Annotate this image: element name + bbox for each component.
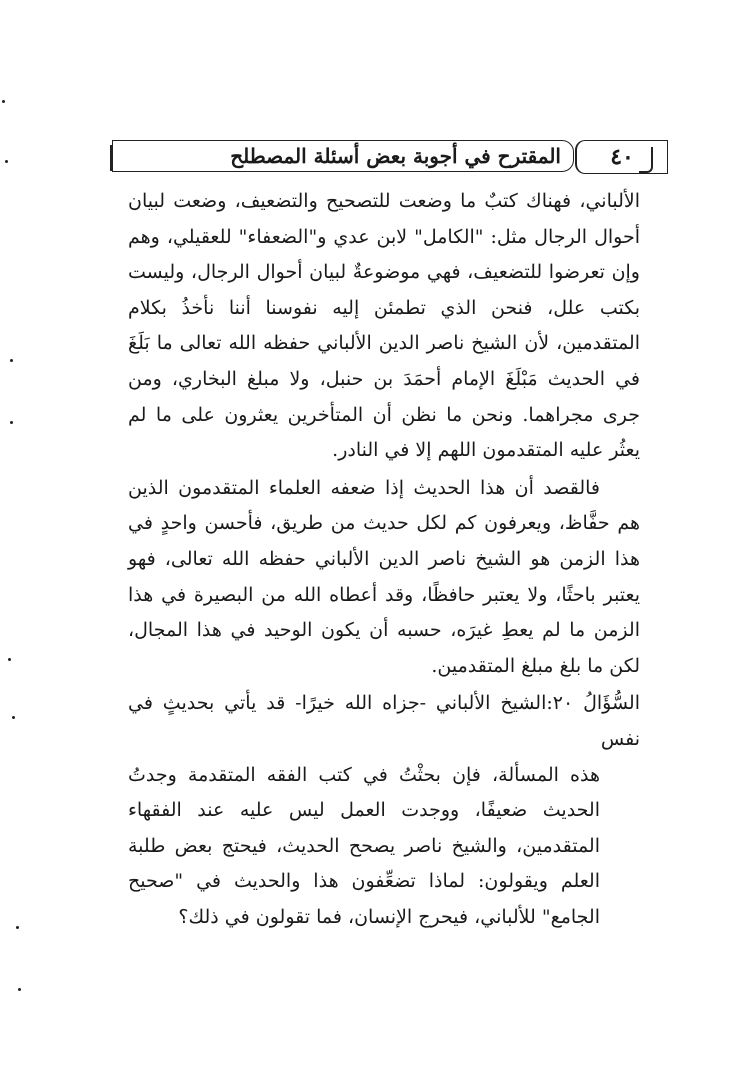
scan-speck [16, 926, 19, 929]
page-number-ornament [639, 147, 653, 173]
question-first-text: الشيخ الألباني -جزاه الله خيرًا- قد يأتي بحديثٍ في نفس [128, 692, 640, 750]
question-body: هذه المسألة، فإن بحثْتُ في كتب الفقه المتقدمة وجدتُ الحديث ضعيفًا، ووجدت العمل ليس عليه عند الفقهاء المتقدمين، والشيخ ناصر يصحح الحديث، فيحتج بعض طلبة العلم ويقولون: لماذا تضعِّفون هذا والحديث في "صحيح الجامع" للألباني، فيحرج الإنسان، فما تقولون في ذلك؟ [128, 763, 600, 928]
scan-speck [5, 160, 8, 163]
body-text [128, 184, 640, 935]
question-first-line [128, 686, 640, 757]
question-block [128, 686, 640, 935]
running-title: المقترح في أجوبة بعض أسئلة المصطلح [230, 144, 561, 168]
scan-speck [12, 716, 15, 719]
running-title-box [112, 140, 574, 172]
scan-speck [2, 100, 5, 103]
page-number: ٤٠ [610, 144, 634, 170]
page-number-box [575, 140, 668, 174]
page-header [108, 140, 668, 174]
scan-speck [10, 359, 13, 362]
scan-speck [18, 988, 21, 991]
paragraph: فالقصد أن هذا الحديث إذا ضعفه العلماء المتقدمون الذين هم حفَّاظ، ويعرفون كم لكل حديث من طريق، فأحسن واحدٍ في هذا الزمن هو الشيخ ناصر الدين الألباني حفظه الله تعالى، فهو يعتبر باحثًا، ولا يعتبر حافظًا، وقد أعطاه الله من البصيرة في هذا الزمن ما لم يعطِ غيرَه، حسبه أن يكون الوحيد في هذا المجال، لكن ما بلغ مبلغ المتقدمين. [128, 476, 640, 677]
question-label: السُّؤَالُ ٢٠: [546, 692, 640, 715]
scan-speck [8, 658, 11, 661]
scan-speck [10, 421, 13, 424]
paragraph-continuation: الألباني، فهناك كتبٌ ما وضعت للتصحيح والتضعيف، وضعت لبيان أحوال الرجال مثل: "الكامل" لابن عدي و"الضعفاء" للعقيلي، وهم وإن تعرضوا للتضعيف، فهي موضوعةٌ لبيان أحوال الرجال، وليست بكتب علل، فنحن الذي تطمئن إليه نفوسنا أننا نأخذُ بكلام المتقدمين، لأن الشيخ ناصر الدين الألباني حفظه الله تعالى ما بَلَغَ في الحديث مَبْلَغَ الإمام أحمَدَ بن حنبل، ولا مبلغ البخاري، ومن جرى مجراهما. ونحن ما نظن أن المتأخرين يعثرون على ما لم يعثُر عليه المتقدمون اللهم إلا في النادر. [128, 190, 640, 462]
